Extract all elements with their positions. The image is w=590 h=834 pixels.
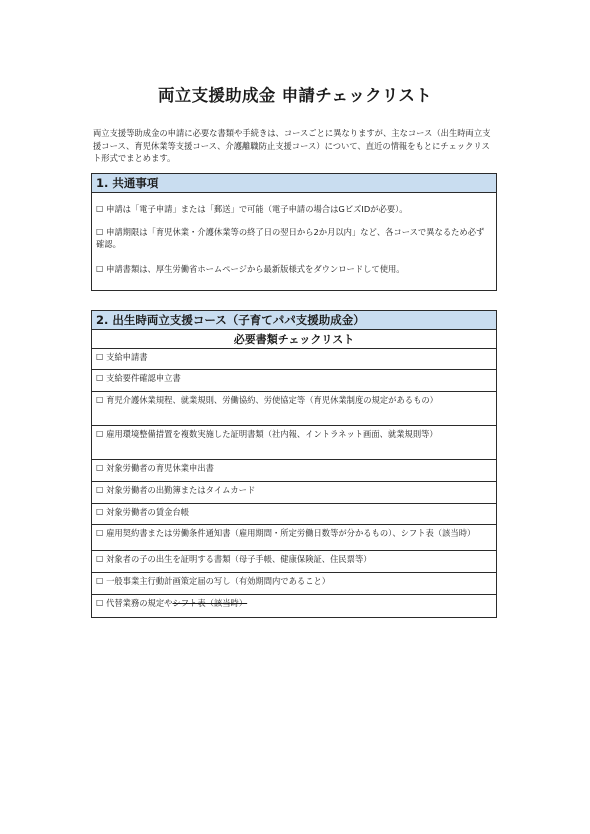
checklist-item: ☐ 申請書類は、厚生労働省ホームページから最新版様式をダウンロードして使用。: [96, 264, 405, 274]
section-heading: 2. 出生時両立支援コース（子育てパパ支援助成金）: [92, 311, 496, 330]
table-row: ☐ 一般事業主行動計画策定届の写し（有効期間内であること）: [92, 573, 496, 595]
table-row: ☐ 対象労働者の育児休業申出書: [92, 460, 496, 482]
table-subheading: 必要書類チェックリスト: [92, 330, 496, 349]
page-title: 両立支援助成金 申請チェックリスト: [157, 86, 433, 105]
table-row: ☐ 対象者の子の出生を証明する書類（母子手帳、健康保険証、住民票等）: [92, 551, 496, 573]
struck-text: シフト表（該当時）: [172, 598, 248, 608]
checklist-item: ☐ 申請期限は「育児休業・介護休業等の終了日の翌日から2か月以内」など、各コースで異なるため必ず確認。: [96, 227, 485, 249]
section-heading: 1. 共通事項: [92, 174, 496, 193]
table-row: ☐ 育児介護休業規程、就業規則、労働協約、労使協定等（育児休業制度の規定があるもの）: [92, 392, 496, 426]
birth-support-course-section: [91, 310, 497, 618]
table-row: ☐ 対象労働者の出勤簿またはタイムカード: [92, 482, 496, 504]
checklist-item: ☐ 申請は「電子申請」または「郵送」で可能（電子申請の場合はGビズIDが必要）。: [96, 204, 408, 214]
table-row: ☐ 雇用契約書または労働条件通知書（雇用期間・所定労働日数等が分かるもの）、シフト表（該当時）: [92, 525, 496, 551]
row-text: ☐ 代替業務の規定や: [96, 598, 173, 608]
table-row: [92, 595, 496, 615]
table-row: ☐ 雇用環境整備措置を複数実施した証明書類（社内報、イントラネット画面、就業規則等）: [92, 426, 496, 460]
table-row: ☐ 支給申請書: [92, 349, 496, 370]
table-row: ☐ 対象労働者の賃金台帳: [92, 504, 496, 525]
table-row: ☐ 支給要件確認申立書: [92, 370, 496, 392]
common-items-section: [91, 173, 497, 291]
intro-paragraph: 両立支援等助成金の申請に必要な書類や手続きは、コースごとに異なりますが、主なコース（出生時両立支援コース、育児休業等支援コース、介護離職防止支援コース）について、直近の情報をもとにチェックリスト形式でまとめます。: [93, 128, 491, 163]
